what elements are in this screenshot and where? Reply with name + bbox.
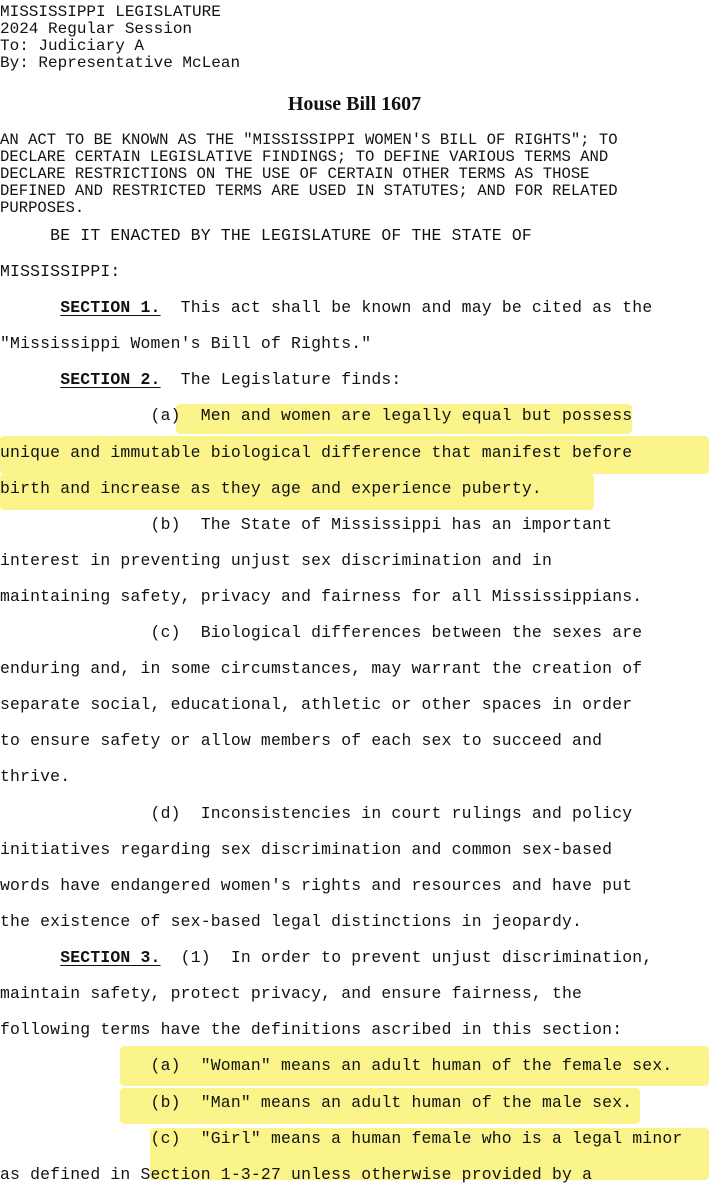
section-1-heading: SECTION 1. (60, 298, 161, 317)
finding-c-line: enduring and, in some circumstances, may warrant the creation of (0, 659, 643, 678)
finding-c-line: thrive. (0, 767, 71, 786)
section-1-text: This act shall be known and may be cited as the (160, 298, 653, 317)
finding-c-line: (c) Biological differences between the sexes are (0, 623, 643, 642)
finding-d-line: words have endangered women's rights and resources and have put (0, 876, 633, 895)
finding-d-line: initiatives regarding sex discrimination and common sex-based (0, 840, 613, 859)
act-description-line: DECLARE RESTRICTIONS ON THE USE OF CERTAIN OTHER TERMS AS THOSE (0, 165, 590, 183)
finding-c-line: separate social, educational, athletic or other spaces in order (0, 695, 633, 714)
section-2-heading: SECTION 2. (60, 370, 161, 389)
definition-woman: (a) "Woman" means an adult human of the female sex. (0, 1056, 673, 1075)
finding-c-line: to ensure safety or allow members of each sex to succeed and (0, 731, 603, 750)
section-2-intro-text: The Legislature finds: (160, 370, 402, 389)
enacting-clause-line: MISSISSIPPI: (0, 262, 121, 281)
section-2-intro (0, 370, 401, 390)
section-3-intro-text: (1) In order to prevent unjust discrimination, (160, 948, 653, 967)
act-description-line: PURPOSES. (0, 199, 85, 217)
section-1-line-2: "Mississippi Women's Bill of Rights." (0, 334, 372, 353)
finding-a-line: unique and immutable biological difference that manifest before (0, 443, 633, 462)
section-3-intro (0, 948, 652, 968)
definition-man: (b) "Man" means an adult human of the male sex. (0, 1093, 633, 1112)
enacting-clause-line: BE IT ENACTED BY THE LEGISLATURE OF THE STATE OF (0, 226, 532, 245)
section-3-heading: SECTION 3. (60, 948, 161, 967)
finding-a-line: (a) Men and women are legally equal but possess (0, 406, 633, 425)
section-3-line: maintain safety, protect privacy, and ensure fairness, the (0, 984, 583, 1003)
definition-girl-continued: as defined in Section 1-3-27 unless otherwise provided by a (0, 1165, 593, 1184)
act-description-line: DECLARE CERTAIN LEGISLATIVE FINDINGS; TO DEFINE VARIOUS TERMS AND (0, 148, 609, 166)
definition-girl: (c) "Girl" means a human female who is a legal minor (0, 1129, 683, 1148)
act-description-line: AN ACT TO BE KNOWN AS THE "MISSISSIPPI WOMEN'S BILL OF RIGHTS"; TO (0, 131, 618, 149)
sponsor-label: By: Representative McLean (0, 54, 241, 72)
finding-b-line: (b) The State of Mississippi has an important (0, 515, 613, 534)
section-1-line-1 (0, 298, 652, 318)
finding-b-line: maintaining safety, privacy and fairness for all Mississippians. (0, 587, 643, 606)
finding-d-line: (d) Inconsistencies in court rulings and policy (0, 804, 633, 823)
act-description-line: DEFINED AND RESTRICTED TERMS ARE USED IN STATUTES; AND FOR RELATED (0, 182, 618, 200)
session-label: 2024 Regular Session (0, 20, 193, 38)
legislature-name: MISSISSIPPI LEGISLATURE (0, 3, 221, 21)
finding-d-line: the existence of sex-based legal distinctions in jeopardy. (0, 912, 583, 931)
section-3-line: following terms have the definitions ascribed in this section: (0, 1020, 623, 1039)
finding-a-line: birth and increase as they age and experience puberty. (0, 479, 542, 498)
bill-title: House Bill 1607 (287, 93, 422, 115)
finding-b-line: interest in preventing unjust sex discrimination and in (0, 551, 552, 570)
committee-label: To: Judiciary A (0, 37, 145, 55)
